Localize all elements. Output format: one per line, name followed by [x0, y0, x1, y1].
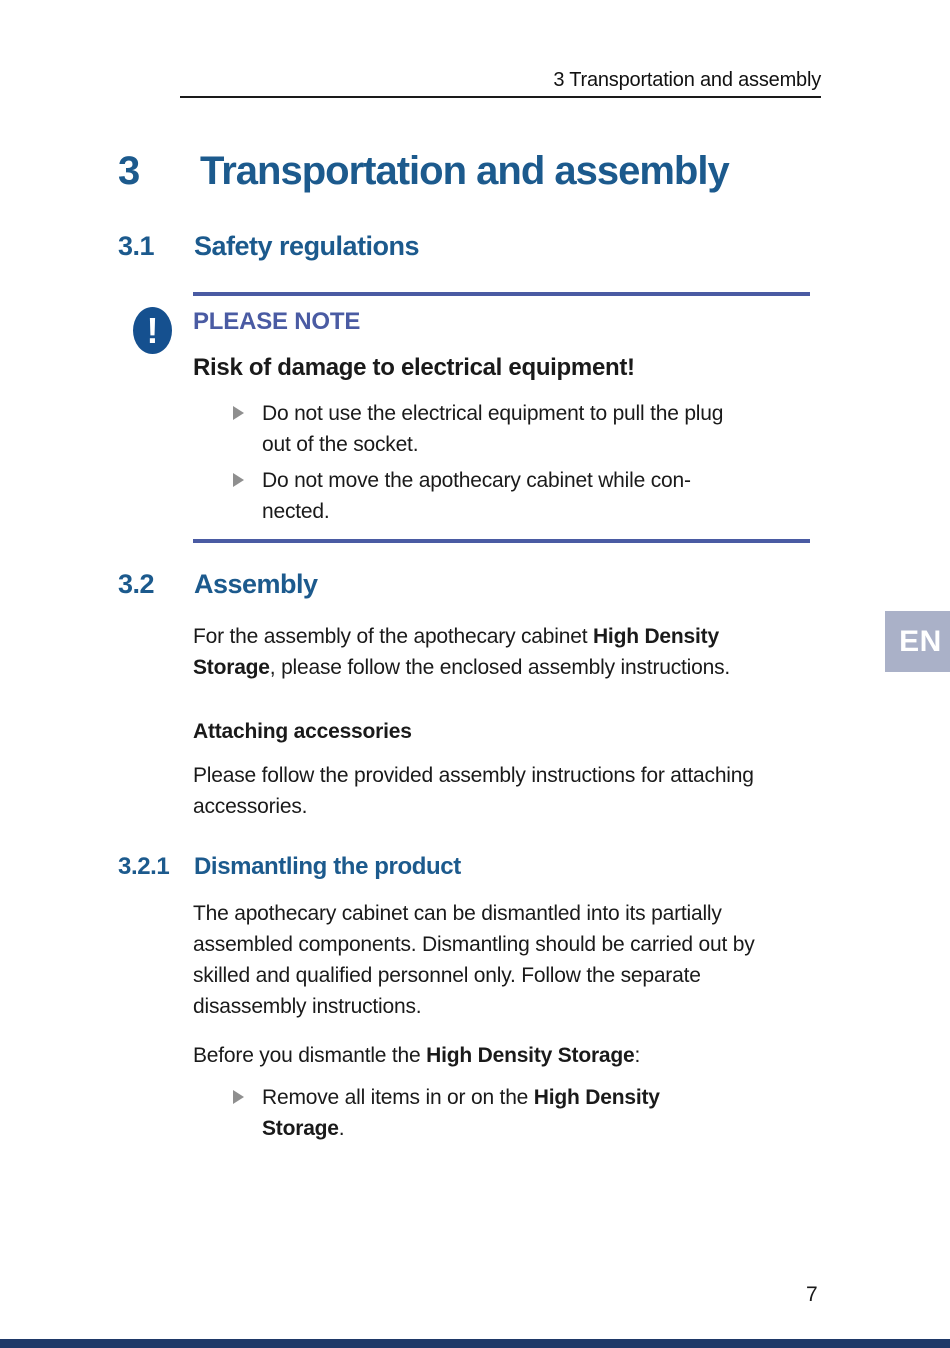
dismantle-bullet-item — [262, 1082, 660, 1144]
running-header: 3 Transportation and assembly — [180, 68, 821, 98]
chapter-number: 3 — [118, 149, 140, 193]
section-31-number: 3.1 — [118, 231, 155, 261]
before-dismantle-paragraph: Before you dismantle the High Density Storage: — [193, 1044, 641, 1067]
section-321-number: 3.2.1 — [118, 853, 170, 880]
bullet-arrow-icon — [233, 406, 244, 420]
accessories-paragraph: Please follow the provided assembly instructions for attaching accessories. — [193, 764, 754, 818]
note-bullet-item — [262, 465, 810, 527]
section-31-heading — [118, 230, 419, 262]
chapter-title: Transportation and assembly — [200, 149, 729, 193]
footer-edge-bar — [0, 1339, 950, 1348]
assembly-intro-paragraph: For the assembly of the apothecary cabinet High Density Storage, please follow the enclosed assembly instructions. — [193, 625, 731, 679]
bullet-text: Do not move the apothecary cabinet while con- nected. — [262, 469, 691, 523]
chapter-heading — [118, 148, 729, 194]
exclamation-circle-icon: ! — [133, 307, 172, 354]
accessories-heading: Attaching accessories — [193, 720, 412, 743]
note-title: Risk of damage to electrical equipment! — [193, 354, 635, 381]
section-321-title: Dismantling the product — [194, 853, 461, 880]
section-31-title: Safety regulations — [194, 231, 420, 261]
section-32-heading — [118, 568, 318, 600]
language-tab-en: EN — [885, 611, 950, 672]
section-32-title: Assembly — [194, 569, 318, 599]
note-bullet-item — [262, 398, 810, 460]
dismantling-paragraph: The apothecary cabinet can be dismantled into its partially assembled components. Dismantling should be carried out by skilled and qualified personnel only. Follow the separate disassembly instructions. — [193, 902, 755, 1018]
bullet-text: Do not use the electrical equipment to pull the plug out of the socket. — [262, 402, 724, 456]
bullet-arrow-icon — [233, 473, 244, 487]
note-label: PLEASE NOTE — [193, 308, 361, 335]
note-box — [146, 292, 810, 543]
bullet-arrow-icon — [233, 1090, 244, 1104]
section-32-number: 3.2 — [118, 569, 155, 599]
bullet-text: Remove all items in or on the High Density Storage. — [262, 1086, 660, 1140]
note-bullet-list — [193, 398, 810, 527]
page-number: 7 — [806, 1283, 818, 1306]
section-321-heading — [118, 852, 461, 881]
